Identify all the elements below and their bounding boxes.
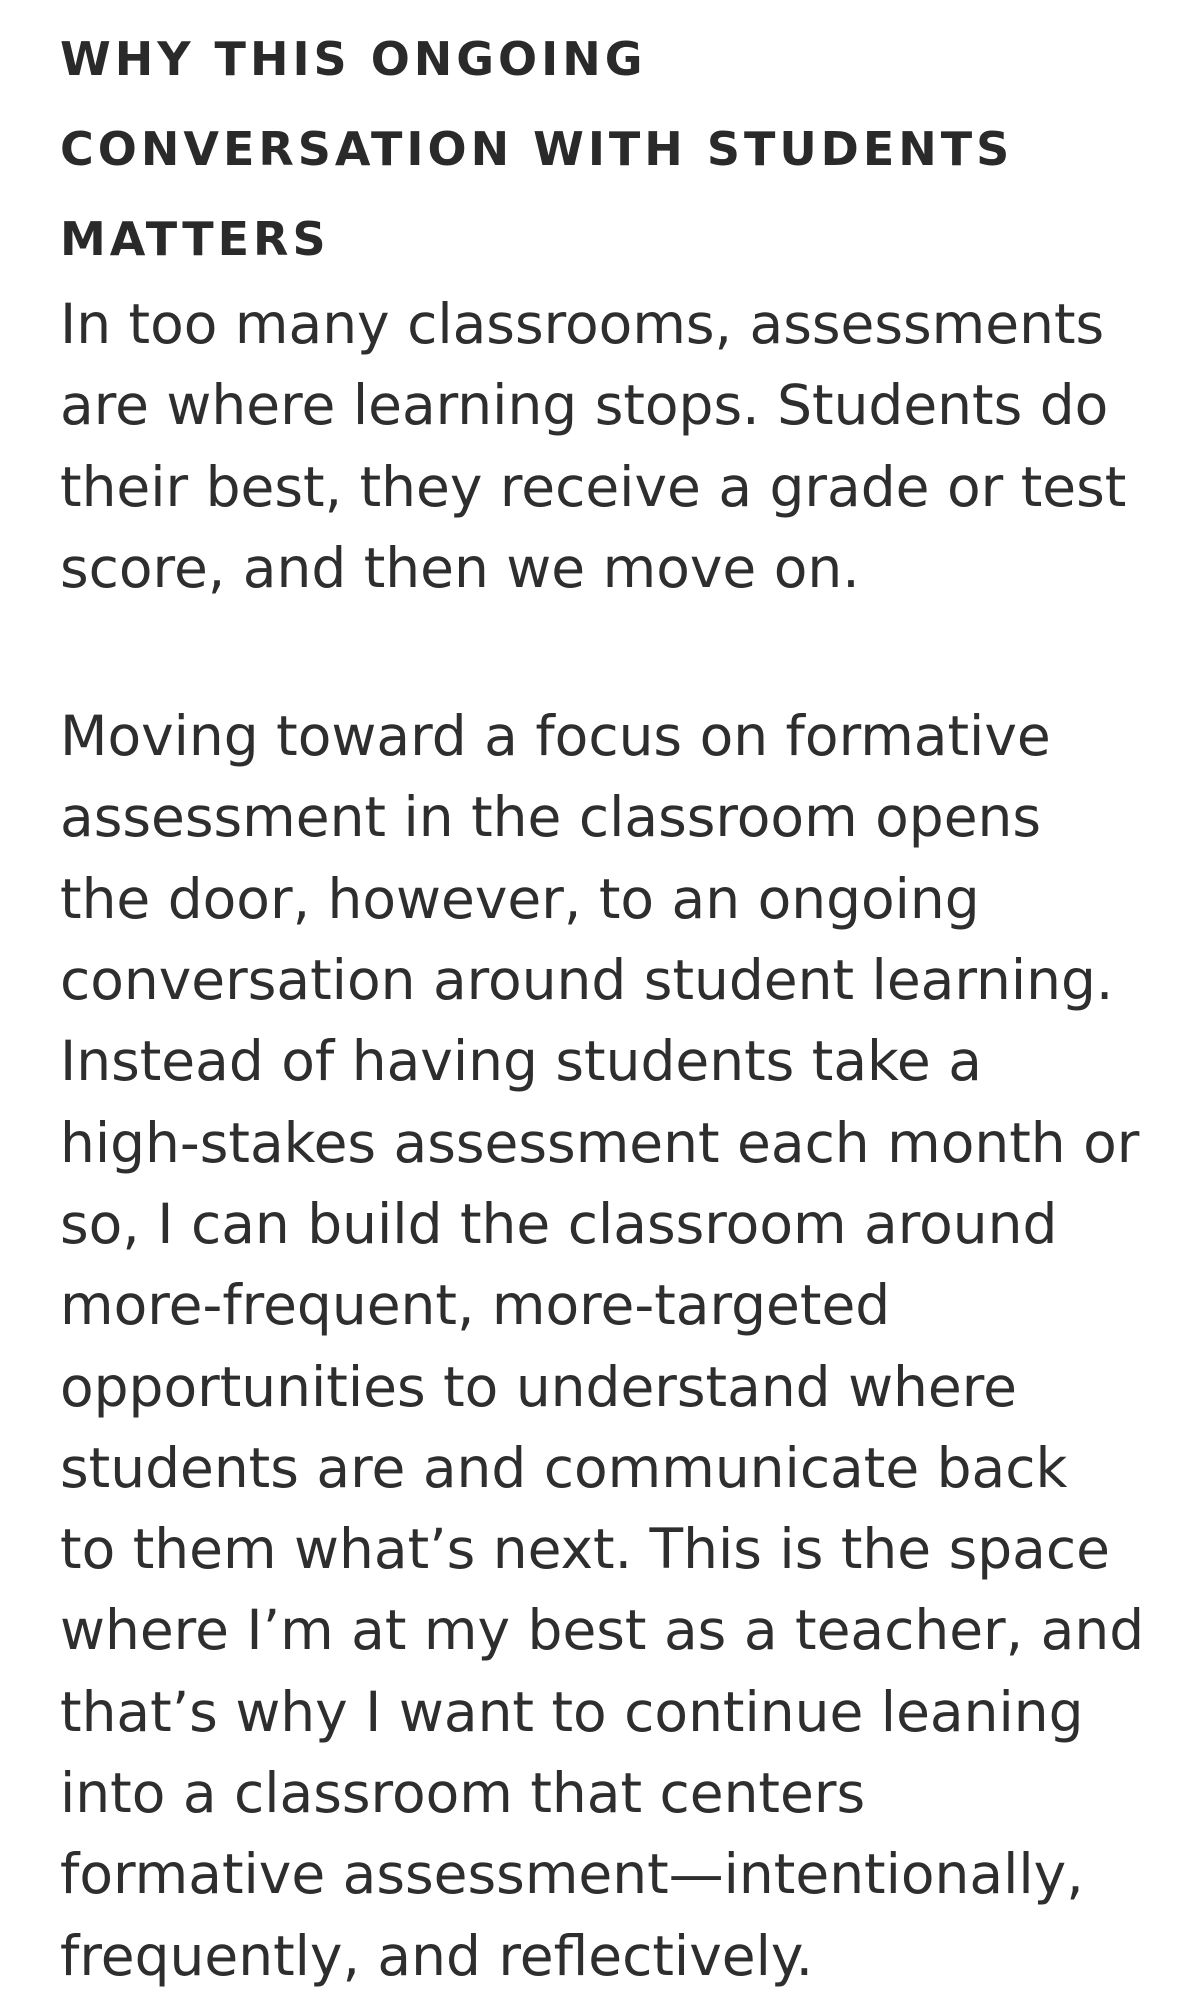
paragraph-line: formative assessment—intentionally, <box>60 1842 1084 1907</box>
section-heading <box>60 14 1180 284</box>
paragraph-line: score, and then we move on. <box>60 535 860 600</box>
paragraph-line: so, I can build the classroom around <box>60 1191 1058 1256</box>
paragraph-line: frequently, and reflectively. <box>60 1923 814 1988</box>
heading-line: WHY THIS ONGOING <box>60 32 647 86</box>
paragraph-line: conversation around student learning. <box>60 948 1114 1013</box>
paragraph-line: that’s why I want to continue leaning <box>60 1679 1084 1744</box>
paragraph-line: assessment in the classroom opens <box>60 785 1042 850</box>
paragraph-line: into a classroom that centers <box>60 1761 866 1826</box>
heading-line: CONVERSATION WITH STUDENTS <box>60 122 1014 176</box>
paragraph-line: to them what’s next. This is the space <box>60 1517 1110 1582</box>
paragraph-line: high-stakes assessment each month or <box>60 1110 1140 1175</box>
paragraph-line: the door, however, to an ongoing <box>60 866 980 931</box>
paragraph-formative <box>60 696 1180 1997</box>
paragraph-line: In too many classrooms, assessments <box>60 292 1105 356</box>
paragraph-line: Instead of having students take a <box>60 1029 982 1094</box>
paragraph-line: their best, they receive a grade or test <box>60 454 1127 519</box>
paragraph-line: are where learning stops. Students do <box>60 373 1109 438</box>
paragraph-line: where I’m at my best as a teacher, and <box>60 1598 1145 1663</box>
paragraph-line: more-frequent, more-targeted <box>60 1273 891 1338</box>
paragraph-intro <box>60 284 1180 609</box>
article-section <box>60 14 1180 1997</box>
paragraph-line: opportunities to understand where <box>60 1354 1017 1419</box>
heading-line: MATTERS <box>60 212 330 266</box>
paragraph-line: students are and communicate back <box>60 1435 1068 1500</box>
paragraph-spacer <box>60 609 1180 696</box>
paragraph-line: Moving toward a focus on formative <box>60 704 1051 769</box>
